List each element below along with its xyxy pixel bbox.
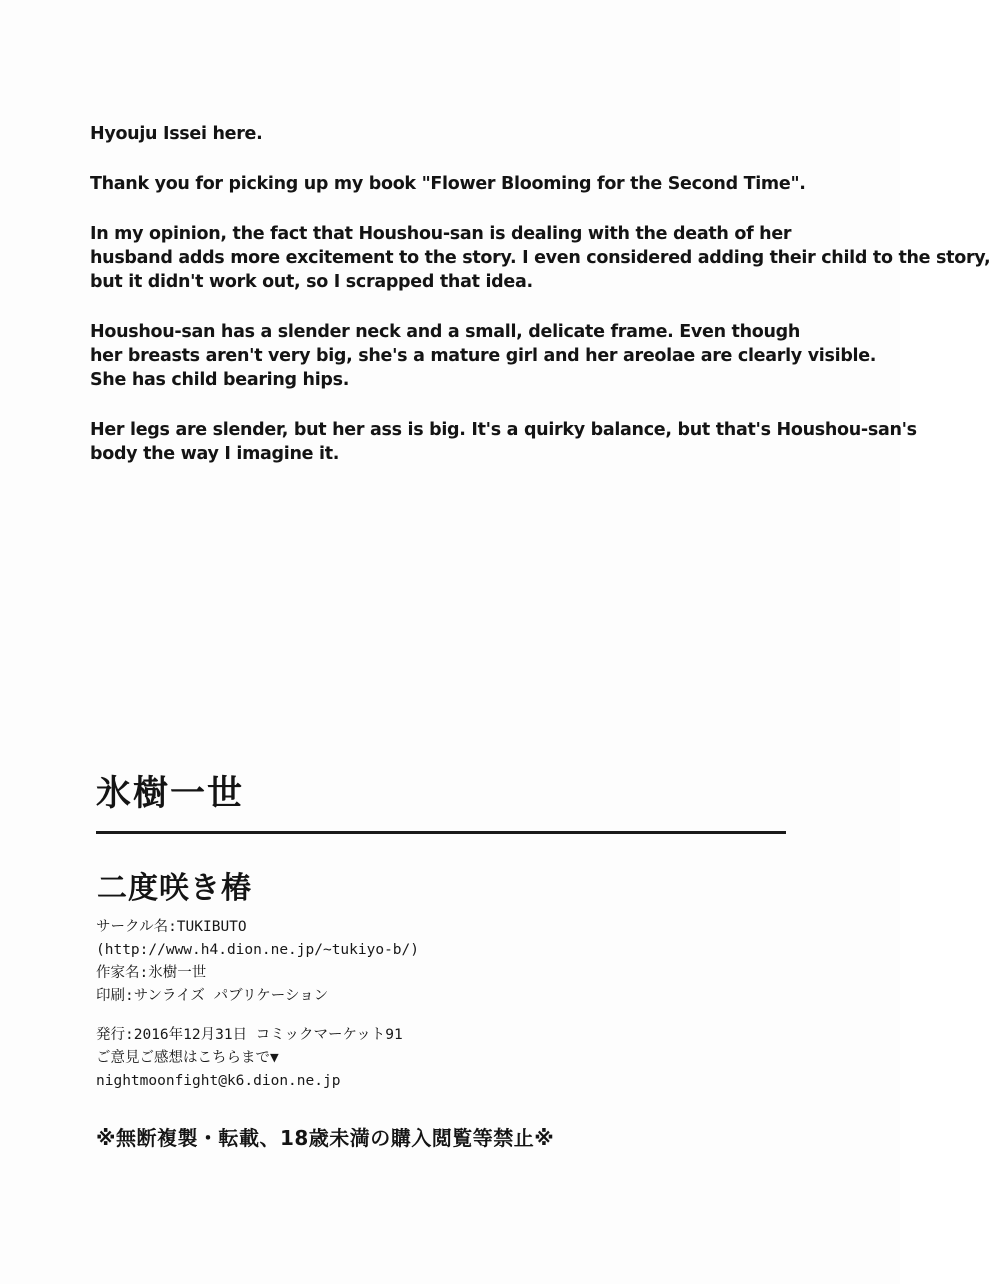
- circle-website: (http://www.h4.dion.ne.jp/~tukiyo-b/): [96, 942, 420, 958]
- book-title: 二度咲き椿: [97, 871, 252, 906]
- circle-name: サークル名:TUKIBUTO: [96, 919, 247, 935]
- body-paragraph: [90, 320, 880, 392]
- legs-line-1: Her legs are slender, but her ass is big. It's a quirky balance, but that's Houshou-san's: [90, 420, 917, 440]
- colophon-block: [96, 916, 419, 1093]
- opinion-line-3: but it didn't work out, so I scrapped that idea.: [90, 272, 533, 292]
- body-line-2: her breasts aren't very big, she's a mature girl and her areolae are clearly visible.: [90, 346, 877, 366]
- publish-date: 発行:2016年12月31日 コミックマーケット91: [96, 1027, 403, 1043]
- opinion-paragraph: [90, 222, 990, 294]
- body-line-3: She has child bearing hips.: [90, 370, 350, 390]
- opinion-line-1: In my opinion, the fact that Houshou-san is dealing with the death of her: [90, 224, 792, 244]
- author-credit: 作家名:氷樹一世: [96, 965, 207, 981]
- greeting-paragraph: [90, 122, 880, 146]
- opinion-line-2: husband adds more excitement to the story. I even considered adding their child to the story,: [90, 248, 990, 268]
- colophon-spacer: [96, 1008, 419, 1024]
- author-name-heading: 氷樹一世: [96, 774, 245, 814]
- thanks-paragraph: [90, 172, 880, 196]
- printer-credit: 印刷:サンライズ パブリケーション: [96, 988, 329, 1004]
- thanks-line: Thank you for picking up my book "Flower Blooming for the Second Time".: [90, 174, 806, 194]
- legs-paragraph: [90, 418, 917, 466]
- contact-email: nightmoonfight@k6.dion.ne.jp: [96, 1073, 341, 1089]
- greeting-line: Hyouju Issei here.: [90, 124, 263, 144]
- afterword-text: [90, 122, 990, 492]
- legs-line-2: body the way I imagine it.: [90, 444, 340, 464]
- feedback-prompt: ご意見ご感想はこちらまで▼: [96, 1050, 279, 1066]
- copyright-notice: ※無断複製・転載、18歳未満の購入閲覧等禁止※: [96, 1126, 555, 1150]
- divider-rule: [96, 831, 786, 834]
- body-line-1: Houshou-san has a slender neck and a small, delicate frame. Even though: [90, 322, 801, 342]
